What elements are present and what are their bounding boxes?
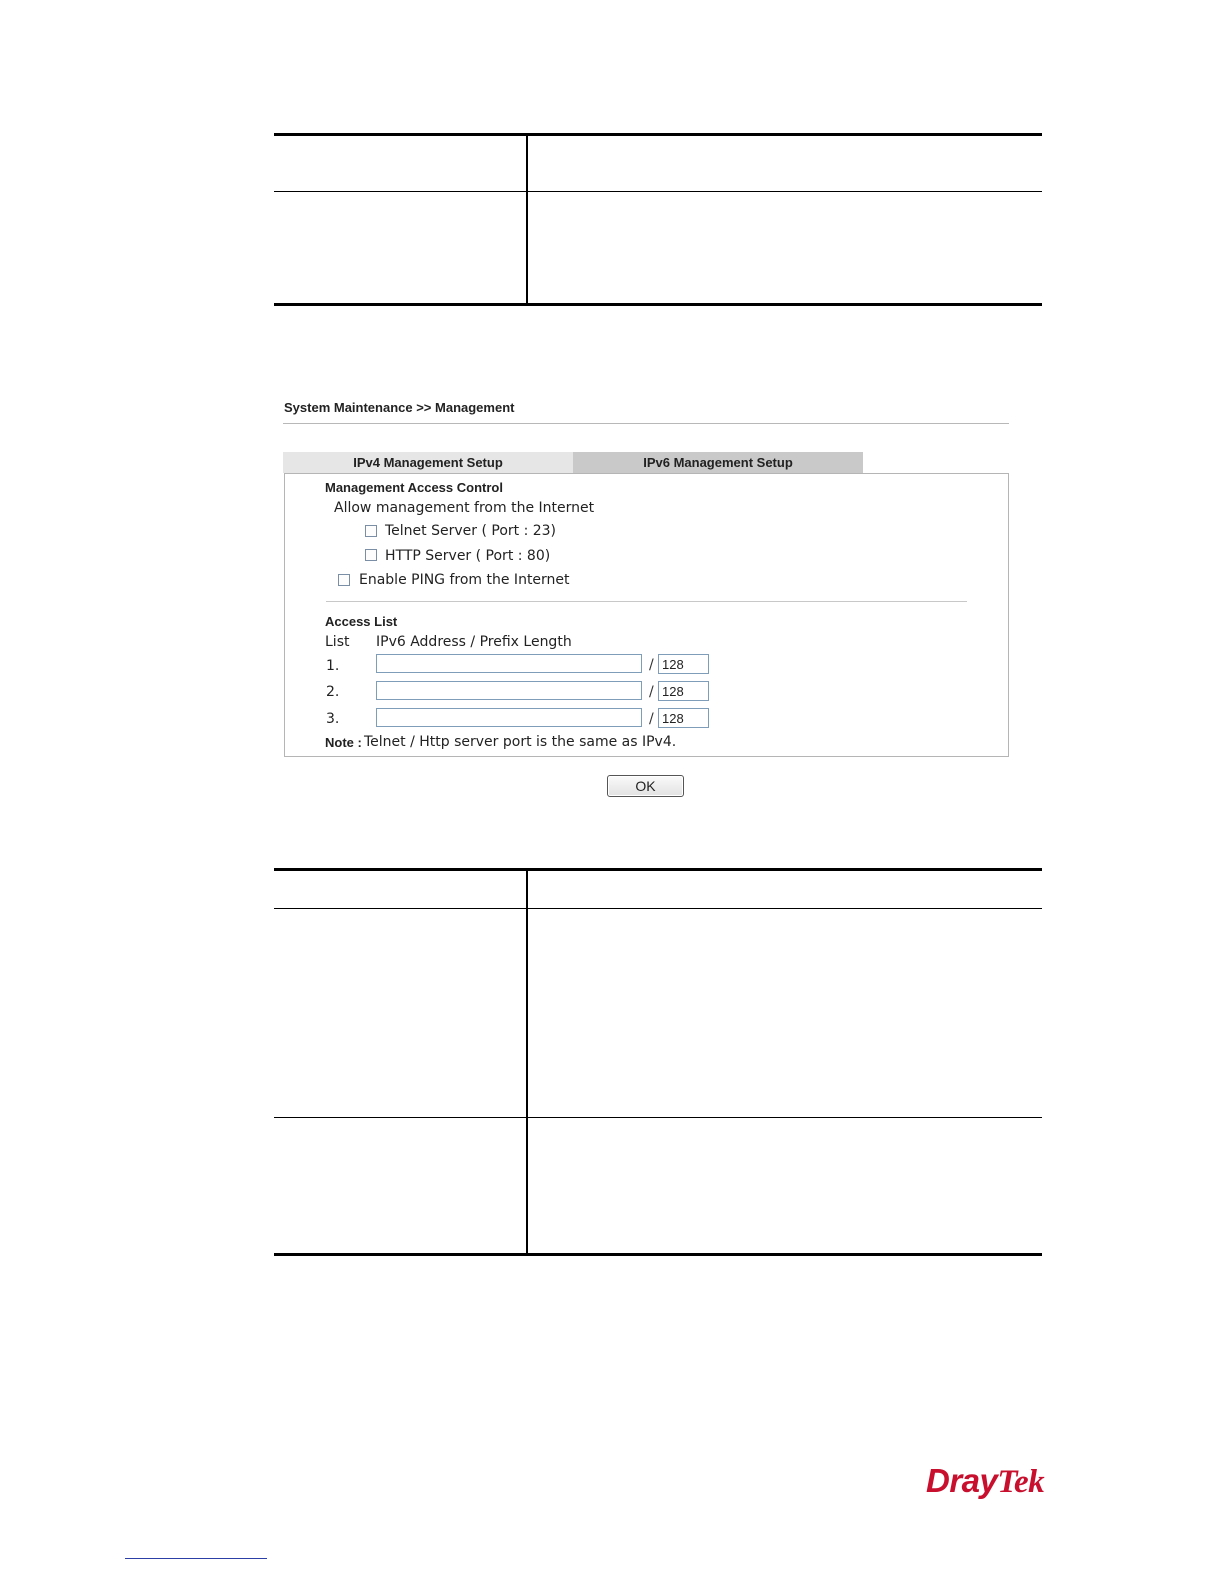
telnet-checkbox[interactable] <box>365 525 377 537</box>
ping-checkbox[interactable] <box>338 574 350 586</box>
telnet-label: Telnet Server ( Port : 23) <box>385 523 557 539</box>
http-checkbox[interactable] <box>365 549 377 561</box>
prefix-separator: / <box>649 657 654 673</box>
tab-ipv6-management[interactable]: IPv6 Management Setup <box>573 452 863 473</box>
ipv6-address-input-3[interactable] <box>376 708 642 727</box>
list-index: 3. <box>326 711 340 727</box>
management-access-title: Management Access Control <box>325 480 503 495</box>
ping-label: Enable PING from the Internet <box>359 572 570 588</box>
logo-part-tek: Tek <box>997 1464 1045 1500</box>
page-title: System Maintenance >> Management <box>284 400 515 415</box>
footer-rule <box>125 1558 267 1559</box>
doc-table-row <box>274 909 1042 1118</box>
title-divider <box>283 423 1009 424</box>
prefix-separator: / <box>649 684 654 700</box>
ipv6-address-input-1[interactable] <box>376 654 642 673</box>
allow-management-label: Allow management from the Internet <box>334 500 595 516</box>
doc-table-row <box>274 192 1042 303</box>
doc-table-bottom <box>274 868 1042 1256</box>
column-address-header: IPv6 Address / Prefix Length <box>376 634 572 650</box>
list-index: 1. <box>326 658 340 674</box>
tab-bar <box>283 452 863 473</box>
note-label: Note : <box>325 735 362 750</box>
note-text: Telnet / Http server port is the same as IPv4. <box>364 734 677 750</box>
tab-ipv4-management[interactable]: IPv4 Management Setup <box>283 452 573 473</box>
access-list-title: Access List <box>325 614 398 629</box>
list-index: 2. <box>326 684 340 700</box>
doc-table-row <box>274 136 1042 192</box>
prefix-length-input-1[interactable] <box>658 654 709 674</box>
section-divider <box>326 601 967 602</box>
doc-table-row <box>274 1118 1042 1253</box>
prefix-length-input-3[interactable] <box>658 708 709 728</box>
logo-part-dray: Dray <box>926 1462 998 1499</box>
column-list-header: List <box>325 634 350 650</box>
ok-button[interactable]: OK <box>607 775 684 797</box>
draytek-logo <box>926 1462 1044 1501</box>
http-label: HTTP Server ( Port : 80) <box>385 548 551 564</box>
prefix-separator: / <box>649 711 654 727</box>
management-panel <box>284 473 1009 757</box>
doc-table-row <box>274 871 1042 909</box>
doc-table-top <box>274 133 1042 306</box>
prefix-length-input-2[interactable] <box>658 681 709 701</box>
ipv6-address-input-2[interactable] <box>376 681 642 700</box>
